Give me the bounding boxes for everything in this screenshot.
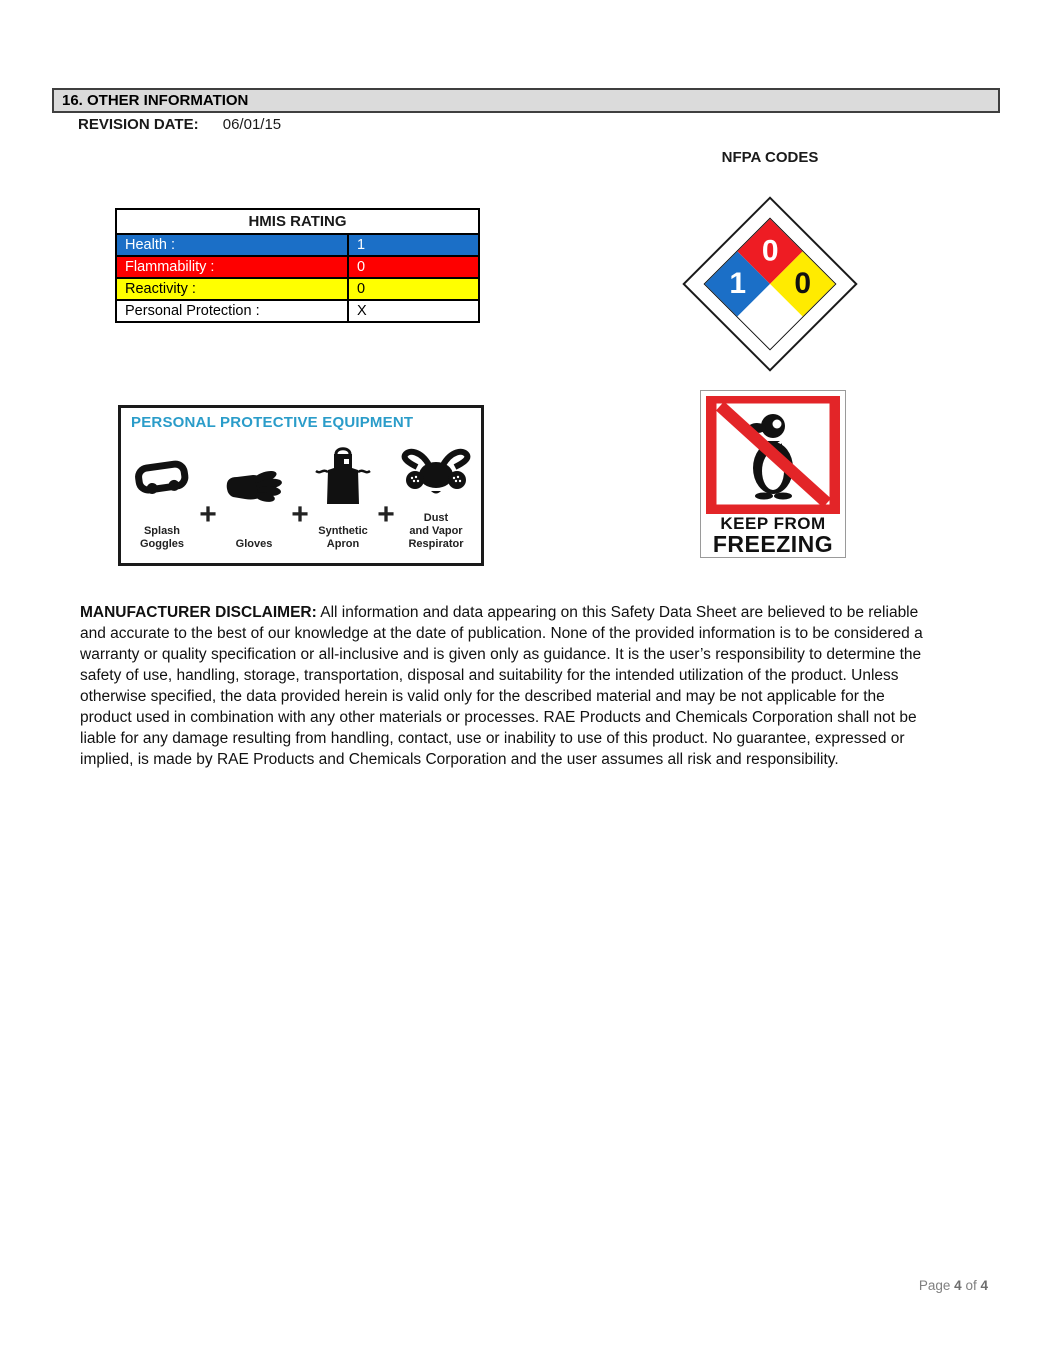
no-penguin-icon	[706, 396, 840, 514]
hmis-reactivity-value: 0	[347, 279, 478, 299]
table-row	[117, 233, 478, 255]
plus-icon: +	[377, 498, 395, 531]
ppe-item-goggles	[131, 433, 193, 551]
section-title: 16. OTHER INFORMATION	[62, 92, 249, 109]
revision-date-value: 06/01/15	[222, 116, 282, 133]
page-number: Page 4 of 4	[918, 1278, 988, 1293]
nfpa-diamond-icon	[708, 222, 832, 346]
nfpa-reactivity-value: 0	[794, 267, 811, 300]
table-row	[117, 299, 478, 321]
nfpa-health-value: 1	[729, 267, 746, 300]
splash-goggles-icon	[131, 433, 193, 525]
hmis-reactivity-label: Reactivity :	[125, 281, 196, 297]
manufacturer-disclaimer	[80, 602, 932, 770]
ppe-items-row	[131, 433, 471, 551]
ppe-label-gloves: Gloves	[235, 538, 273, 550]
keep-from-freezing-sign	[700, 390, 846, 558]
nfpa-flammability-value: 0	[761, 234, 779, 268]
revision-date-label: REVISION DATE:	[78, 116, 199, 133]
hmis-flammability-value: 0	[347, 257, 478, 277]
freezing-line1: KEEP FROM	[720, 514, 826, 533]
hmis-health-label: Health :	[125, 237, 175, 253]
ppe-label-apron: Synthetic Apron	[318, 525, 368, 550]
dust-vapor-respirator-icon	[401, 433, 471, 512]
ppe-box	[118, 405, 484, 566]
ppe-item-respirator	[401, 433, 471, 551]
revision-date-row	[78, 116, 281, 133]
ppe-label-respirator: Dust and Vapor Respirator	[408, 512, 464, 550]
nfpa-diamond-outline	[682, 196, 857, 371]
table-row	[117, 277, 478, 299]
nfpa-diamond-quadrants	[704, 218, 837, 351]
ppe-item-apron	[315, 433, 371, 551]
hmis-health-value: 1	[347, 235, 478, 255]
section-header	[52, 88, 1000, 113]
hmis-flammability-label: Flammability :	[125, 259, 215, 275]
table-row	[117, 255, 478, 277]
freezing-line2: FREEZING	[712, 531, 834, 557]
plus-icon: +	[291, 498, 309, 531]
ppe-label-goggles: Splash Goggles	[139, 525, 184, 550]
keep-from-freezing-text	[713, 515, 833, 555]
disclaimer-label: MANUFACTURER DISCLAIMER:	[80, 604, 317, 621]
hmis-personal-protection-value: X	[347, 301, 478, 321]
hmis-table-title: HMIS RATING	[117, 210, 478, 233]
gloves-icon	[223, 433, 285, 538]
disclaimer-text: All information and data appearing on this Safety Data Sheet are believed to be reliable and accurate to the best of our knowledge at the date of publication. None of the provided information is to be considered a warranty or quality specification or all-inclusive and is given only as guidance. It is the user’s responsibility to determine the safety of use, handling, storage, transportation, disposal and suitability for the intended utilization of the product. Unless otherwise specified, the data provided herein is valid only for the described material and may be not applicable for the product used in combination with any other materials or processes. RAE Products and Chemicals Corporation shall not be liable for any damage resulting from handling, contact, use or inability to use of this product. No guarantee, expressed or implied, is made by RAE Products and Chemicals Corporation and the user assumes all risk and responsibility.	[80, 604, 923, 768]
hmis-rating-table	[115, 208, 480, 323]
ppe-item-gloves	[223, 433, 285, 551]
nfpa-codes-title: NFPA CODES	[721, 149, 819, 166]
plus-icon: +	[199, 498, 217, 531]
ppe-title: PERSONAL PROTECTIVE EQUIPMENT	[131, 414, 414, 431]
synthetic-apron-icon	[315, 433, 371, 525]
hmis-personal-protection-label: Personal Protection :	[125, 303, 260, 319]
